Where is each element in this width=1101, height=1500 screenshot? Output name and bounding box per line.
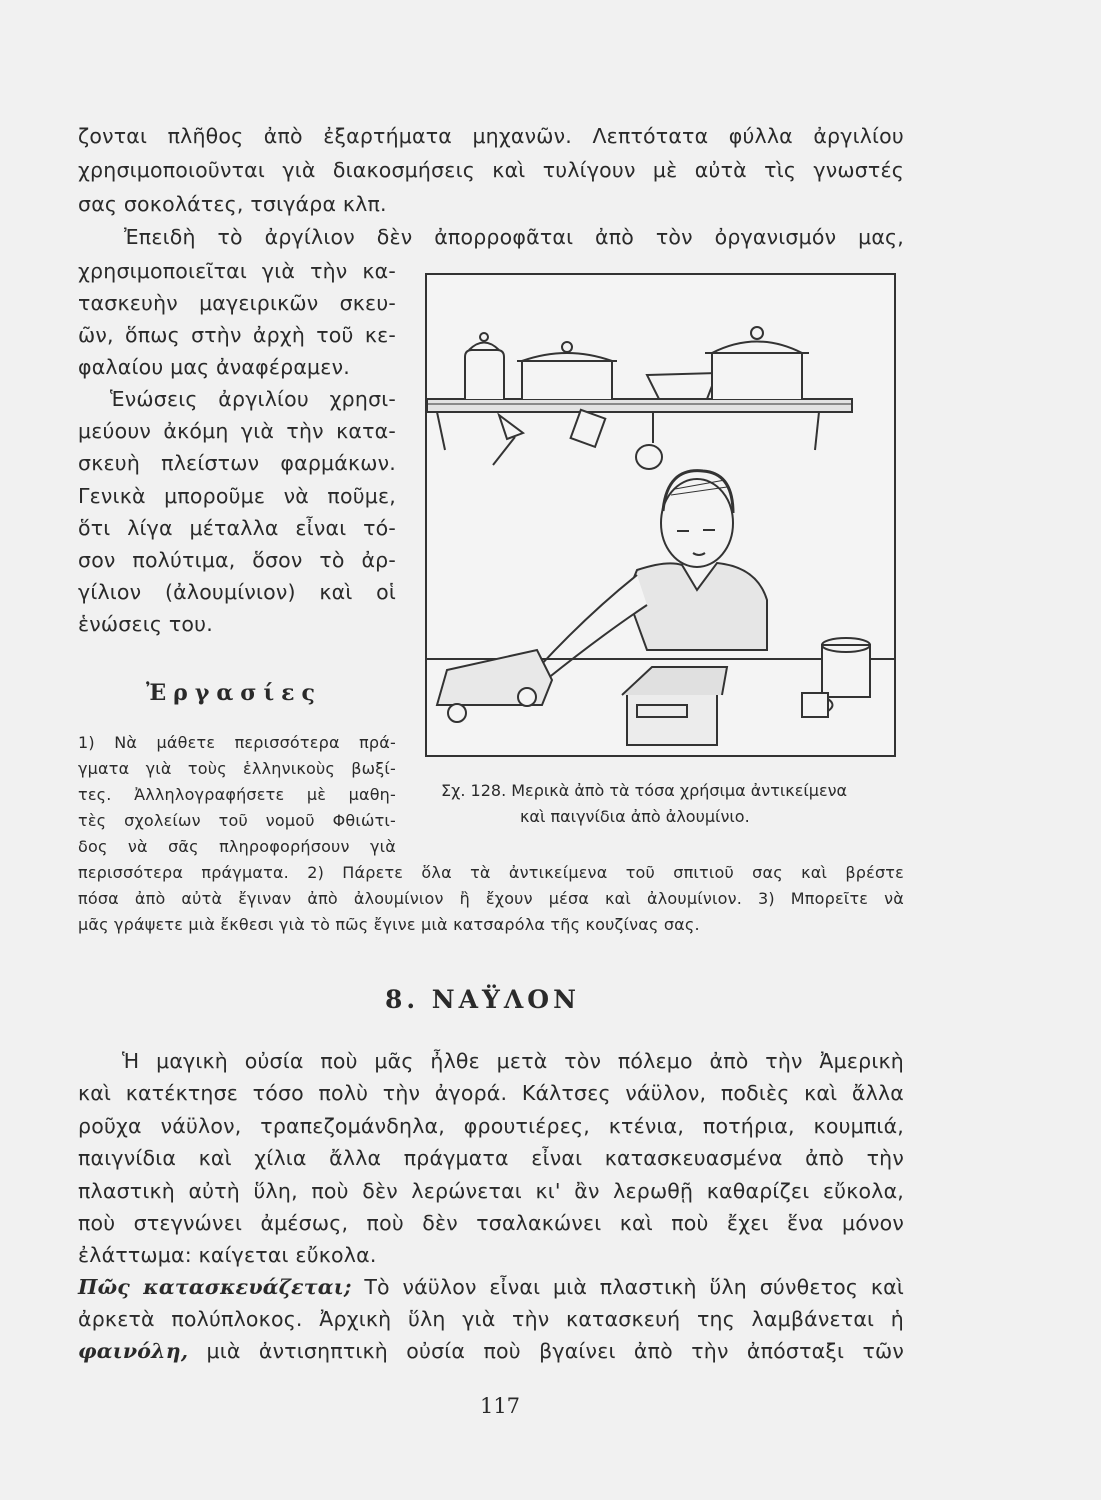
left-column-line: χρησιμοποιεῖται γιὰ τὴν κα- xyxy=(78,259,396,283)
body-text-line: χρησιμοποιοῦνται γιὰ διακοσμήσεις καὶ τυλίγουν μὲ αὐτὰ τὶς γνωστές xyxy=(78,158,904,182)
left-column-line: σκευὴ πλείστων φαρμάκων. xyxy=(78,451,396,475)
body-text-line: ζονται πλῆθος ἀπὸ ἐξαρτήματα μηχανῶν. Λεπτότατα φύλλα ἀργιλίου xyxy=(78,124,904,148)
left-column-line: γίλιον (ἀλουμίνιον) καὶ οἱ xyxy=(78,580,396,604)
toy-house xyxy=(627,693,717,745)
exercise-line: 1) Νὰ μάθετε περισσότερα πρά- xyxy=(78,733,396,752)
left-column-line: ἑνώσεις του. xyxy=(78,612,213,636)
exercise-line: γματα γιὰ τοὺς ἑλληνικοὺς βωξί- xyxy=(78,759,396,778)
left-column-line: Γενικὰ μποροῦμε νὰ ποῦμε, xyxy=(78,484,396,508)
hanging-cup xyxy=(571,410,606,447)
pot xyxy=(522,353,612,399)
shelf-bracket xyxy=(437,412,445,450)
boy-arm xyxy=(539,575,647,679)
exercise-line: μᾶς γράψετε μιὰ ἔκθεσι γιὰ τὸ πῶς ἔγινε μιὰ κατσαρόλα τῆς κουζίνας σας. xyxy=(78,915,700,934)
jar xyxy=(465,350,504,399)
body-text-line: πλαστικὴ αὐτὴ ὕλη, ποὺ δὲν λερώνεται κι' ἂν λερωθῇ καθαρίζει εὔκολα, xyxy=(78,1179,904,1203)
body-text-line: ροῦχα νάϋλον, τραπεζομάνδηλα, φρουτιέρες, κτένια, ποτήρια, κουμπιά, xyxy=(78,1114,904,1138)
figure-caption: Σχ. 128. Μερικὰ ἀπὸ τὰ τόσα χρήσιμα ἀντικείμενα xyxy=(441,781,848,800)
body-text-line: καὶ κατέκτησε τόσο πολὺ τὴν ἀγορά. Κάλτσες νάϋλον, ποδιὲς καὶ ἄλλα xyxy=(78,1081,904,1105)
body-text-line xyxy=(78,1272,904,1303)
body-text-line: ἐλάττωμα: καίγεται εὔκολα. xyxy=(78,1243,377,1267)
body-text-line: ποὺ στεγνώνει ἀμέσως, ποὺ δὲν τσαλακώνει καὶ ποὺ ἔχει ἕνα μόνον xyxy=(78,1211,904,1235)
body-text-span: Τὸ νάϋλον εἶναι μιὰ πλαστικὴ ὕλη σύνθετος καὶ xyxy=(351,1275,904,1299)
exercise-line: τες. Ἀλληλογραφήσετε μὲ μαθη- xyxy=(78,785,396,804)
body-text-line xyxy=(78,1336,904,1367)
mug xyxy=(802,693,828,717)
large-pot xyxy=(712,342,802,400)
bowl xyxy=(647,373,717,399)
shelf xyxy=(427,399,852,412)
body-text-line: ἀρκετὰ πολύπλοκος. Ἀρχικὴ ὕλη γιὰ τὴν κατασκευή της λαμβάνεται ἡ xyxy=(78,1307,904,1331)
left-column-line: Ἑνώσεις ἀργιλίου χρησι- xyxy=(110,387,396,411)
exercise-line: τὲς σχολείων τοῦ νομοῦ Φθιώτι- xyxy=(78,811,396,830)
exercise-line: περισσότερα πράγματα. 2) Πάρετε ὅλα τὰ ἀντικείμενα τοῦ σπιτιοῦ σας καὶ βρέστε xyxy=(78,863,904,882)
body-text-line: παιγνίδια καὶ χίλια ἄλλα πράγματα εἶναι κατασκευασμένα ἀπὸ τὴν xyxy=(78,1146,904,1170)
section-title: 8. ΝΑΫΛΟΝ xyxy=(385,985,580,1014)
page-number: 117 xyxy=(479,1394,521,1418)
left-column-line: τασκευὴν μαγειρικῶν σκευ- xyxy=(78,291,396,315)
shelf-bracket xyxy=(815,412,819,450)
exercise-line: πόσα ἀπὸ αὐτὰ ἔγιναν ἀπὸ ἀλουμίνιον ἢ ἔχουν μέσα καὶ ἀλουμίνιον. 3) Μπορεῖτε νὰ xyxy=(78,889,904,908)
figure-illustration xyxy=(425,273,896,757)
body-text-line: Ἡ μαγικὴ οὐσία ποὺ μᾶς ἦλθε μετὰ τὸν πόλεμο ἀπὸ τὴν Ἀμερικὴ xyxy=(122,1049,904,1073)
figure-caption: καὶ παιγνίδια ἀπὸ ἀλουμίνιο. xyxy=(520,807,750,826)
bold-term: φαινόλη, xyxy=(78,1339,189,1363)
bold-term: Πῶς κατασκευάζεται; xyxy=(78,1275,352,1299)
exercises-heading: Ἐργασίες xyxy=(146,680,322,706)
left-column-line: ῶν, ὅπως στὴν ἀρχὴ τοῦ κε- xyxy=(78,323,396,347)
boy-shirt xyxy=(627,563,767,650)
kitchen-boy-illustration xyxy=(427,275,894,755)
funnel xyxy=(499,415,523,439)
body-text-line: Ἐπειδὴ τὸ ἀργίλιον δὲν ἀπορροφᾶται ἀπὸ τὸν ὀργανισμόν μας, xyxy=(124,225,904,249)
left-column-line: μεύουν ἀκόμη γιὰ τὴν κατα- xyxy=(78,419,396,443)
left-column-line: φαλαίου μας ἀναφέραμεν. xyxy=(78,355,350,379)
exercise-line: δος νὰ σᾶς πληροφορήσουν γιὰ xyxy=(78,837,396,856)
ladle xyxy=(636,445,662,469)
left-column-line: σον πολύτιμα, ὅσον τὸ ἀρ- xyxy=(78,548,396,572)
body-text-line: σας σοκολάτες, τσιγάρα κλπ. xyxy=(78,192,387,216)
body-text-span: μιὰ ἀντισηπτικὴ οὐσία ποὺ βγαίνει ἀπὸ τὴν ἀπόσταξι τῶν xyxy=(188,1339,904,1363)
left-column-line: ὅτι λίγα μέταλλα εἶναι τό- xyxy=(78,516,396,540)
